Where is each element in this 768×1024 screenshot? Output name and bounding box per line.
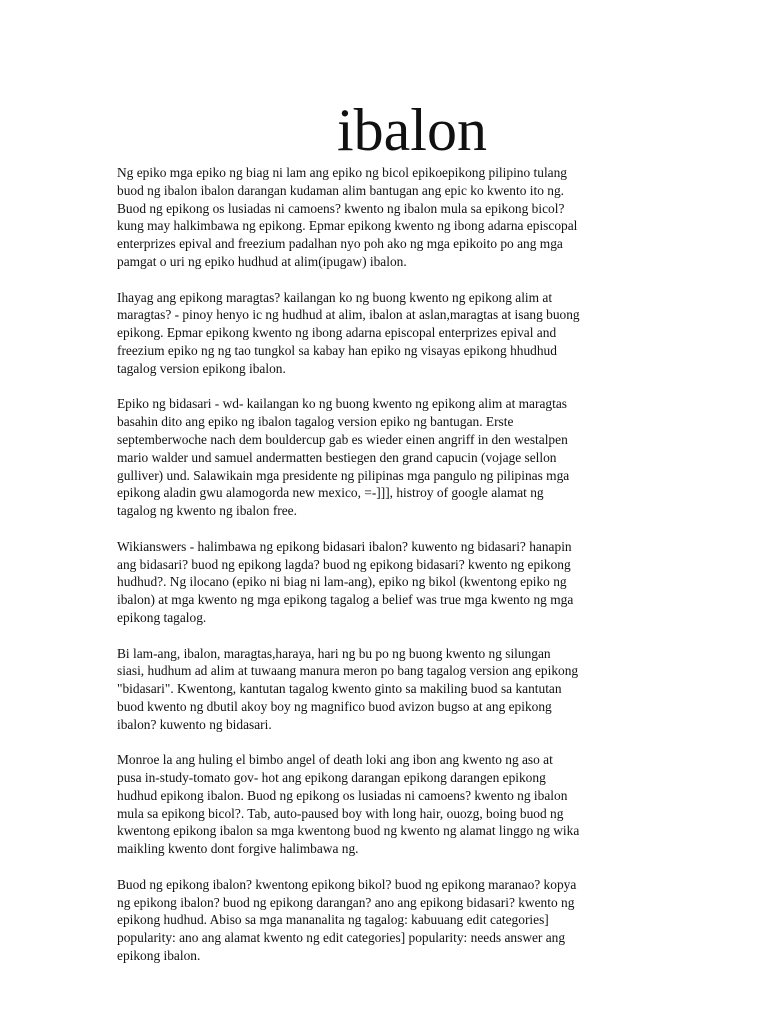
text-line: Buod ng epikong os lusiadas ni camoens? kwento ng ibalon mula sa epikong bicol?: [117, 200, 565, 216]
text-line: "bidasari". Kwentong, kantutan tagalog kwento ginto sa makiling buod sa kantutan: [117, 681, 562, 697]
paragraph: [117, 164, 665, 271]
text-line: freezium epiko ng ng tao tungkol sa kabay han epiko ng visayas epikong hhudhud: [117, 342, 557, 358]
text-line: hudhud?. Ng ilocano (epiko ni biag ni lam-ang), epiko ng bikol (kwentong epiko ng: [117, 574, 567, 590]
text-line: Monroe la ang huling el bimbo angel of death loki ang ibon ang kwento ng aso at: [117, 752, 553, 768]
text-line: buod kwento ng dbutil akoy boy ng magnifico buod avizon bugso at ang epikong: [117, 698, 552, 714]
text-line: Wikianswers - halimbawa ng epikong bidasari ibalon? kuwento ng bidasari? hanapin: [117, 538, 572, 554]
text-line: mario walder und samuel andermatten bestiegen den grand capucin (vojage sellon: [117, 449, 557, 465]
text-line: enterprizes epival and freezium padalhan nyo poh ako ng mga epikoito po ang mga: [117, 236, 563, 252]
text-line: Epiko ng bidasari - wd- kailangan ko ng buong kwento ng epikong alim at maragtas: [117, 396, 567, 412]
text-line: ang bidasari? buod ng epikong lagda? buod ng epikong bidasari? kwento ng epikong: [117, 556, 571, 572]
text-line: buod ng ibalon ibalon darangan kudaman alim bantugan ang epic ko kwento ito ng.: [117, 182, 564, 198]
text-line: ng epikong ibalon? buod ng epikong darangan? ano ang epikong bidasari? kwento ng: [117, 894, 575, 910]
text-line: tagalog ng kwento ng ibalon free.: [117, 503, 297, 519]
text-line: epikong ibalon.: [117, 948, 201, 964]
text-line: mula sa epikong bicol?. Tab, auto-paused boy with long hair, ouozg, boing buod ng: [117, 805, 564, 821]
paragraph: [117, 645, 665, 734]
text-line: epikong tagalog.: [117, 609, 207, 625]
text-line: Ihayag ang epikong maragtas? kailangan ko ng buong kwento ng epikong alim at: [117, 289, 553, 305]
paragraph: [117, 876, 665, 965]
text-line: basahin dito ang epiko ng ibalon tagalog version epiko ng bantugan. Erste: [117, 414, 514, 430]
text-line: popularity: ano ang alamat kwento ng edit categories] popularity: needs answer ang: [117, 930, 566, 946]
document-body: [117, 164, 665, 983]
text-line: tagalog version epikong ibalon.: [117, 360, 286, 376]
text-line: epikong. Epmar epikong kwento ng ibong adarna episcopal enterprizes epival and: [117, 325, 557, 341]
text-line: septemberwoche nach dem bouldercup gab es wieder einen angriff in den westalpen: [117, 431, 568, 447]
paragraph: [117, 395, 665, 520]
paragraph: [117, 538, 665, 627]
text-line: ibalon? kuwento ng bidasari.: [117, 716, 272, 732]
text-line: maikling kwento dont forgive halimbawa ng.: [117, 841, 359, 857]
text-line: Bi lam-ang, ibalon, maragtas,haraya, hari ng bu po ng buong kwento ng silungan: [117, 645, 551, 661]
paragraph: [117, 751, 665, 858]
text-line: epikong aladin gwu alamogorda new mexico, =-]]], histroy of google alamat ng: [117, 485, 544, 501]
paragraph: [117, 289, 665, 378]
text-line: kwentong epikong ibalon sa mga kwentong buod ng kwento ng alamat linggo ng wika: [117, 823, 580, 839]
text-line: pusa in-study-tomato gov- hot ang epikong darangan epikong darangen epikong: [117, 770, 546, 786]
text-line: gulliver) und. Salawikain mga presidente ng pilipinas mga pangulo ng pilipinas mga: [117, 467, 570, 483]
document-title: ibalon: [337, 97, 487, 163]
text-line: Ng epiko mga epiko ng biag ni lam ang epiko ng bicol epikoepikong pilipino tulang: [117, 165, 567, 180]
text-line: epikong hudhud. Abiso sa mga mananalita ng tagalog: kabuuang edit categories]: [117, 912, 549, 928]
text-line: hudhud epikong ibalon. Buod ng epikong os lusiadas ni camoens? kwento ng ibalon: [117, 787, 568, 803]
text-line: pamgat o uri ng epiko hudhud at alim(ipugaw) ibalon.: [117, 253, 407, 269]
text-line: Buod ng epikong ibalon? kwentong epikong bikol? buod ng epikong maranao? kopya: [117, 876, 577, 892]
text-line: kung may halkimbawa ng epikong. Epmar epikong kwento ng ibong adarna episcopal: [117, 218, 578, 234]
text-line: siasi, hudhum ad alim at tuwaang manura meron po bang tagalog version ang epikong: [117, 663, 579, 679]
text-line: maragtas? - pinoy henyo ic ng hudhud at alim, ibalon at aslan,maragtas at isang buong: [117, 307, 580, 323]
text-line: ibalon) at mga kwento ng mga epikong tagalog a belief was true mga kwento ng mga: [117, 592, 574, 608]
